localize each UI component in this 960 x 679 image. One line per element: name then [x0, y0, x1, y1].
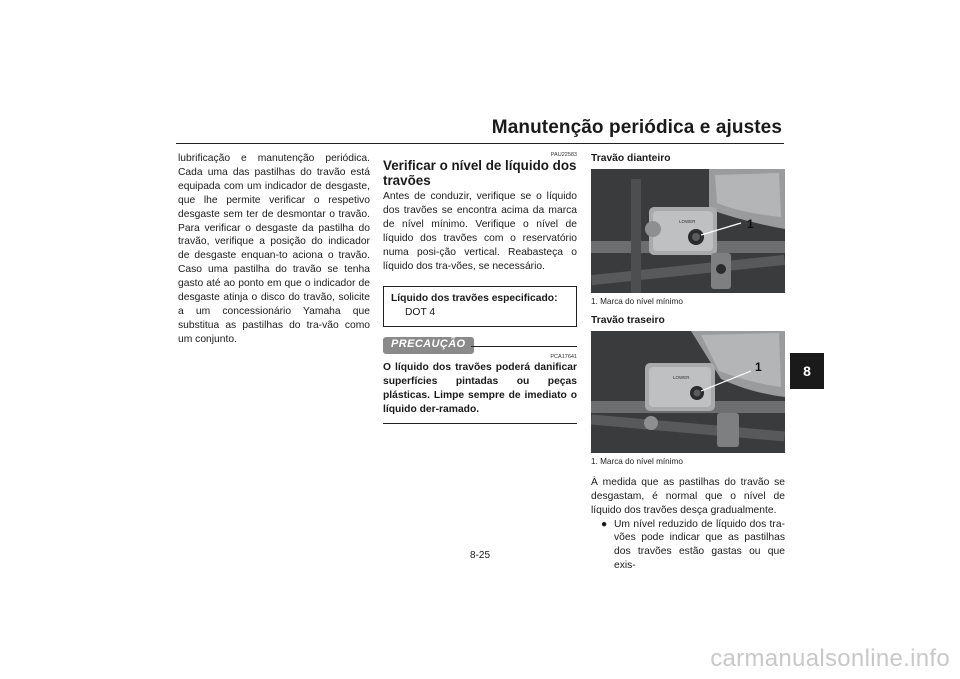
lower-mark-text: LOWER: [673, 374, 690, 380]
section-code: PAU22583: [550, 152, 577, 158]
front-brake-photo: [591, 169, 785, 293]
front-brake-heading: Travão dianteiro: [591, 153, 671, 164]
list-item: [591, 518, 785, 574]
chapter-tab[interactable]: 8: [790, 353, 824, 389]
front-brake-reservoir-image: [591, 169, 785, 293]
caution-text: O líquido dos travões poderá danificar superfícies pintadas ou peças plásticas. Limpe sempre de imediato o líquido der-ramado.: [383, 361, 577, 424]
callout-number: 1: [755, 359, 762, 374]
column-right: [591, 152, 785, 573]
list-item-text: Um nível reduzido de líquido dos tra-vões pode indicar que as pastilhas dos travões estão gastas ou que exis-: [614, 518, 785, 572]
section-heading: Verificar o nível de líquido dos travões: [383, 158, 577, 188]
body-paragraph: lubrificação e manutenção periódica. Cada uma das pastilhas do travão está equipada com um indicador de desgaste, que lhe permite verificar o respetivo desgaste sem ter de desmontar o travão. Para verificar o desgaste da pastilha do travão, verifique a posição do indicador de desgaste enquan-to aciona o travão. Caso uma pastilha do travão se tenha gasto até ao ponto em que o indicador de desgaste atinja o disco do travão, solicite a um concessionário Yamaha que substitua as pastilhas do tra-vão como um conjunto.: [178, 153, 370, 345]
section-paragraph: Antes de conduzir, verifique se o líquido dos travões se encontra acima da marca de nível mínimo. Verifique o nível de líquido dos travões com o reservatório numa posi-ção vertical. Reabasteça o líquido dos tra-vões, se necessário.: [383, 191, 577, 272]
caution-label: PRECAUÇÃO: [383, 337, 474, 354]
caution-header: [383, 337, 577, 353]
spec-title: Líquido dos travões especificado:: [391, 293, 558, 305]
page-title: Manutenção periódica e ajustes: [491, 117, 782, 138]
rear-brake-photo: [591, 331, 785, 453]
watermark-link[interactable]: carmanualsonline.info: [710, 645, 950, 672]
rear-brake-heading: Travão traseiro: [591, 314, 665, 326]
column-middle: [383, 152, 577, 424]
rear-brake-caption: 1. Marca do nível mínimo: [591, 456, 683, 466]
bullet-icon: ●: [601, 518, 608, 530]
callout-number: 1: [747, 216, 754, 231]
wear-paragraph: À medida que as pastilhas do travão se desgastam, é normal que o nível de líquido dos travões desça gradualmente.: [591, 476, 785, 516]
rear-brake-reservoir-image: [591, 331, 785, 453]
column-left: [178, 152, 370, 347]
page-number: 8-25: [469, 550, 490, 561]
caution-rule: [471, 346, 577, 347]
caution-code: PCA17641: [550, 354, 577, 361]
front-brake-caption: 1. Marca do nível mínimo: [591, 296, 683, 306]
spec-value: DOT 4: [405, 307, 436, 319]
spec-box: [383, 286, 577, 327]
lower-mark-text: LOWER: [679, 218, 696, 224]
header-divider: [176, 143, 784, 144]
